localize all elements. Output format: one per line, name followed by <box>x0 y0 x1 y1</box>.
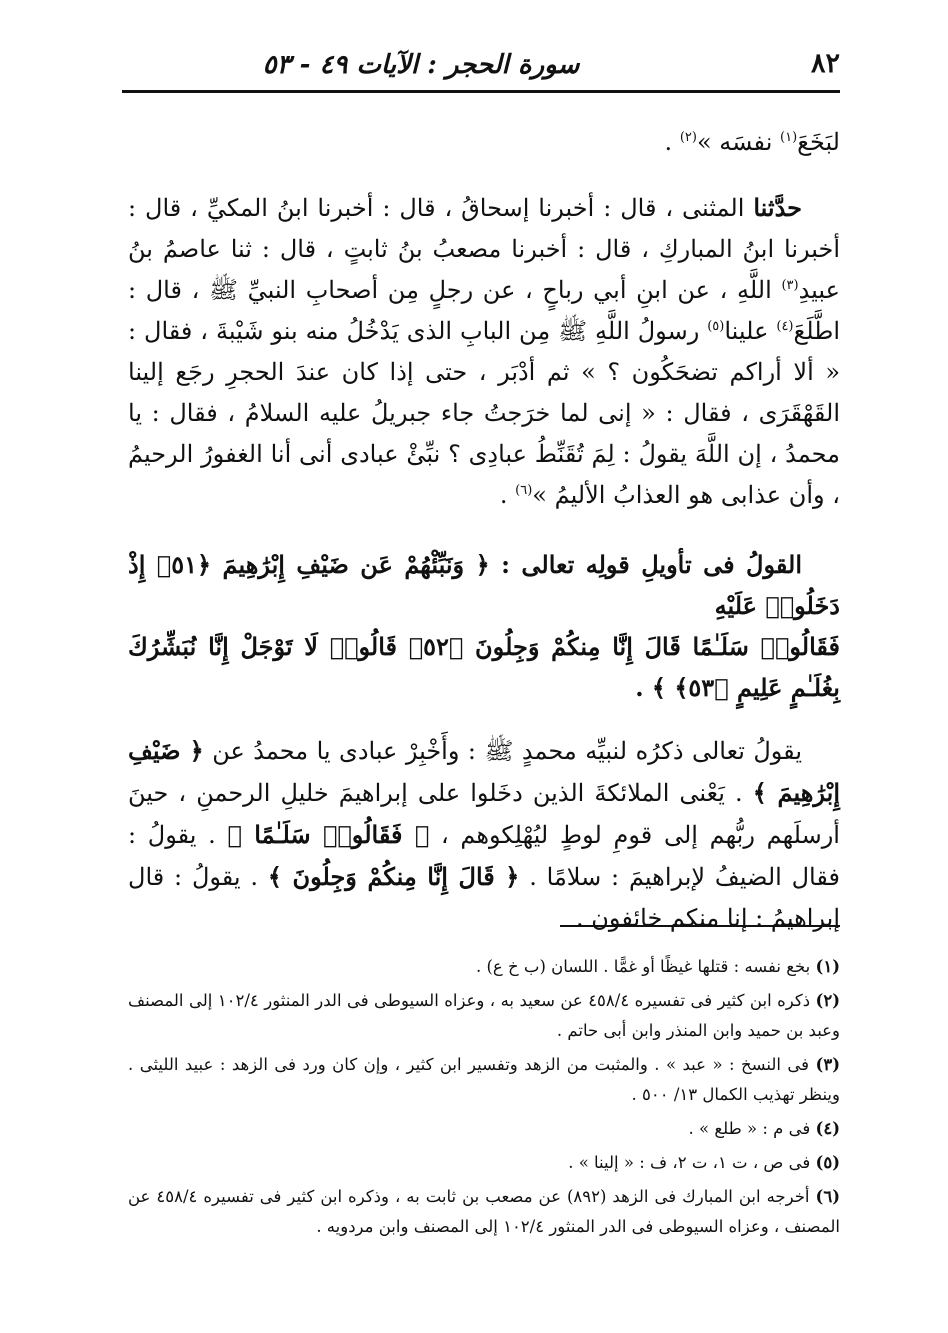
text-run: علينا <box>724 317 769 345</box>
paragraph-continuation <box>128 122 840 163</box>
text-run: المثنى ، قال : أخبرنا إسحاقُ ، قال : أخبرنا ابنُ المكيِّ ، قال : أخبرنا ابنُ المباركِ ، قال : أخبرنا مصعبُ بنُ ثابتٍ ، قال : ثنا عاصمُ بنُ عبيدِ <box>128 194 840 304</box>
footnote-number: (٦) <box>815 1187 841 1206</box>
text-run: يقولُ تعالى ذكرُه لنبيِّه محمدٍ ﷺ : وأَخْبِرْ عبادى يا محمدُ عن <box>212 737 802 765</box>
page-number: ٨٢ <box>810 48 840 79</box>
footnote-text: فى ص ، ت ١، ت ٢، ف : « إلينا » . <box>568 1153 811 1172</box>
heading-lead: القولُ فى تأويلِ قولِه تعالى : <box>501 550 802 579</box>
paragraph-hadith <box>128 187 840 516</box>
footnote-separator <box>560 925 840 927</box>
running-header <box>122 40 840 93</box>
footnote-number: (٢) <box>815 991 841 1010</box>
text-run: . <box>499 481 508 509</box>
footnote-ref[interactable]: (١) <box>780 130 798 145</box>
footnote-number: (٤) <box>815 1119 840 1138</box>
paragraph-commentary <box>128 730 840 939</box>
footnotes <box>128 952 840 1246</box>
quran-quote: ﴿ قَالَ إِنَّا مِنكُمْ وَجِلُونَ ﴾ <box>267 862 520 891</box>
running-title: سورة الحجر : الآيات ٤٩ - ٥٣ <box>262 50 580 80</box>
footnote <box>128 986 840 1046</box>
text-run: . يقولُ : فقال الضيفُ لإبراهيمَ : سلامًا . <box>128 821 840 891</box>
text-run: . <box>664 128 673 156</box>
quran-verse: فَقَالُوا۟ سَلَـٰمًا قَالَ إِنَّا مِنكُمْ وَجِلُونَ ﴿٥٢﴾ قَالُوا۟ لَا تَوْجَلْ إِنَّا نُبَشِّرُكَ بِغُلَـٰمٍ عَلِيمٍ ﴿٥٣﴾ ﴾ . <box>128 632 840 702</box>
footnote-text: فى النسخ : « عبد » . والمثبت من الزهد وتفسير ابن كثير ، وإن كان ورد فى الزهد : عبيد الليثى . وينظر تهذيب الكمال ١٣/ ٥٠٠ . <box>128 1055 840 1104</box>
quran-verse-continuation <box>128 626 840 708</box>
quran-quote: ﴿ ضَيْفِ إِبْرَٰهِيمَ ﴾ <box>128 736 840 807</box>
text-run: لبَخَعَ <box>797 128 840 156</box>
footnote-text: فى م : « طلع » . <box>688 1119 811 1138</box>
footnote <box>128 1050 840 1110</box>
footnote-ref[interactable]: (٢) <box>679 130 697 145</box>
footnote-text: أخرجه ابن المبارك فى الزهد (٨٩٢) عن مصعب بن ثابت به ، وذكره ابن كثير فى تفسيره ٤٥٨/٤ عن المصنف ، وعزاه السيوطى فى الدر المنثور ١٠٢/٤ إلى المصنف وابن مردويه . <box>128 1187 840 1236</box>
footnote-ref[interactable]: (٣) <box>781 278 799 293</box>
quran-verse: ﴿ وَنَبِّئْهُمْ عَن ضَيْفِ إِبْرَٰهِيمَ ﴿٥١﴾ إِذْ دَخَلُوا۟ عَلَيْهِ <box>128 550 840 620</box>
footnote-number: (٥) <box>815 1153 840 1172</box>
footnote-ref[interactable]: (٥) <box>707 319 725 334</box>
text-run: اللَّهِ ، عن ابنِ أبي رباحٍ ، عن رجلٍ مِن أصحابِ النبيِّ ﷺ ، قال : اطَّلَعَ <box>128 276 840 345</box>
footnote-text: بخع نفسه : قتلها غيظًا أو غمًّا . اللسان (ب خ ع) . <box>476 957 811 976</box>
footnote <box>128 952 840 982</box>
text-run: رسولُ اللَّهِ ﷺ مِن البابِ الذى يَدْخُلُ منه بنو شَيْبةَ ، فقال : « ألا أراكم تضحَكُون ؟ » ثم أدْبَر ، حتى إذا كان عندَ الحجرِ رجَع إلينا القَهْقَرَى ، فقال : « إنى لما خرَجتُ جاء جبريلُ عليه السلامُ ، فقال : يا محمدُ ، إن اللَّهَ يقولُ : لِمَ تُقَنِّطُ عبادِى ؟ نبِّئْ عبادى أنى أنا الغفورُ الرحيمُ ، وأن عذابى هو العذابُ الأليمُ » <box>128 317 841 509</box>
quran-quote: ﴿ فَقَالُوا۟ سَلَـٰمًا ﴾ <box>227 820 430 849</box>
footnote-ref[interactable]: (٤) <box>776 319 794 334</box>
text-run: نفسَه » <box>696 128 773 156</box>
text-run: . يَعْنى الملائكةَ الذين دخَلوا على إبراهيمَ خليلِ الرحمنِ ، حينَ أرسلَهم ربُّهم إلى قومِ لوطٍ ليُهْلِكوهم ، <box>128 779 840 849</box>
footnote-ref[interactable]: (٦) <box>515 483 533 498</box>
footnote-number: (٣) <box>815 1055 840 1074</box>
footnote <box>128 1182 840 1242</box>
footnote-number: (١) <box>815 957 840 976</box>
section-heading <box>128 544 840 626</box>
footnote <box>128 1148 840 1178</box>
lead-word: حدَّثنا <box>753 193 802 222</box>
footnote <box>128 1114 840 1144</box>
footnote-text: ذكره ابن كثير فى تفسيره ٤٥٨/٤ عن سعيد به ، وعزاه السيوطى فى الدر المنثور ١٠٢/٤ إلى المصنف وعبد بن حميد وابن المنذر وابن أبى حاتم . <box>128 991 840 1040</box>
text-run: . يقولُ : قال إبراهيمُ : إنا منكم خائفون . <box>128 863 840 932</box>
main-text <box>128 122 840 939</box>
